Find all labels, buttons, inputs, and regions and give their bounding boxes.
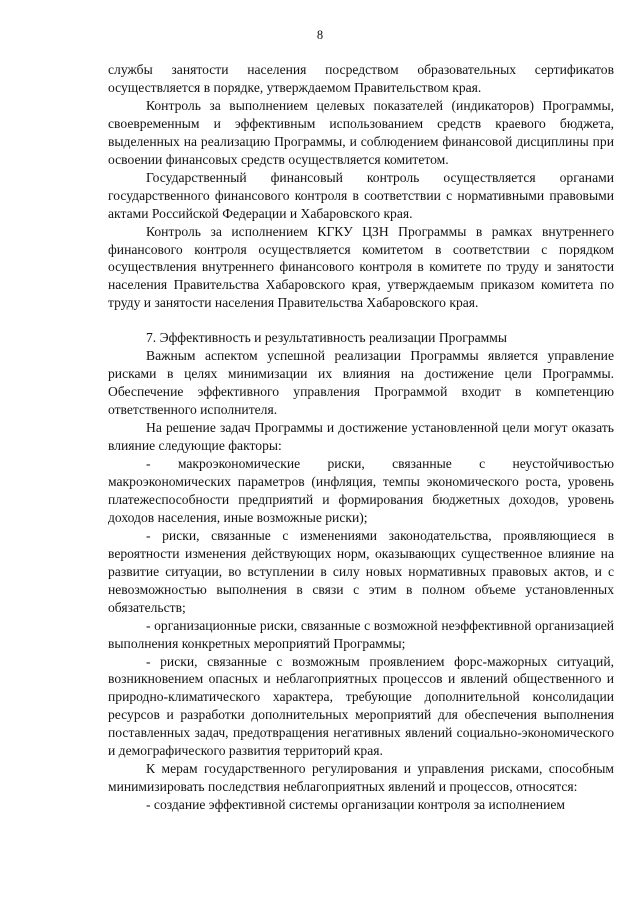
paragraph-factors-intro: На решение задач Программы и достижение установленной цели могут оказать влияние следующие факторы: — [108, 420, 614, 454]
section-heading: 7. Эффективность и результативность реализации Программы — [146, 330, 507, 346]
page-number: 8 — [316, 28, 324, 42]
list-item-legislative-risks: - риски, связанные с изменениями законодательства, проявляющиеся в вероятности изменения действующих норм, оказывающих существенное влияние на развитие ситуации, во вступлении в силу новых нормативных правовых актов, и с невозможностью выполнения в связи с этим в полном объеме установленных обязательств; — [108, 527, 614, 615]
list-item-control-system: - создание эффективной системы организации контроля за исполнением — [146, 797, 565, 813]
document-body — [108, 61, 614, 814]
list-item-macroeconomic-risks: - макроэкономические риски, связанные с неустойчивостью макроэкономических параметров (инфляция, темпы экономического роста, уровень платежеспособности предприятий и формирования бюджетных доходов, уровень доходов населения, иные возможные риски); — [108, 456, 614, 525]
paragraph-measures-intro: К мерам государственного регулирования и управления рисками, способным минимизировать последствия неблагоприятных явлений и процессов, относятся: — [108, 761, 614, 795]
paragraph-target-indicators-control: Контроль за выполнением целевых показателей (индикаторов) Программы, своевременным и эффективным использованием средств краевого бюджета, выделенных на реализацию Программы, и соблюдением финансовой дисциплины при освоении финансовых средств осуществляется комитетом. — [108, 97, 614, 167]
paragraph-risk-management: Важным аспектом успешной реализации Программы является управление рисками в целях минимизации их влияния на достижение цели Программы. Обеспечение эффективного управления Программой входит в компетенцию ответственного исполнителя. — [108, 348, 614, 418]
list-item-organizational-risks: - организационные риски, связанные с возможной неэффективной организацией выполнения конкретных мероприятий Программы; — [108, 617, 614, 651]
paragraph-state-financial-control: Государственный финансовый контроль осуществляется органами государственного финансового контроля в соответствии с нормативными правовыми актами Российской Федерации и Хабаровского края. — [108, 169, 614, 221]
list-item-force-majeure-risks: - риски, связанные с возможным проявлением форс-мажорных ситуаций, возникновением опасных и неблагоприятных процессов и явлений общественного и природно-климатического характера, требующие дополнительной консолидации ресурсов и разработки дополнительных мероприятий для обеспечения выполнения поставленных задач, предотвращения негативных явлений социально-экономического и демографического развития территорий края. — [108, 653, 614, 759]
paragraph-internal-financial-control: Контроль за исполнением КГКУ ЦЗН Программы в рамках внутреннего финансового контроля осуществляется комитетом в соответствии с порядком осуществления внутреннего финансового контроля в комитете по труду и занятости населения Правительства Хабаровского края, утверждаемым приказом комитета по труду и занятости населения Правительства Хабаровского края. — [108, 223, 614, 311]
paragraph-continuation: службы занятости населения посредством образовательных сертификатов осуществляется в порядке, утверждаемом Правительством края. — [108, 62, 614, 95]
